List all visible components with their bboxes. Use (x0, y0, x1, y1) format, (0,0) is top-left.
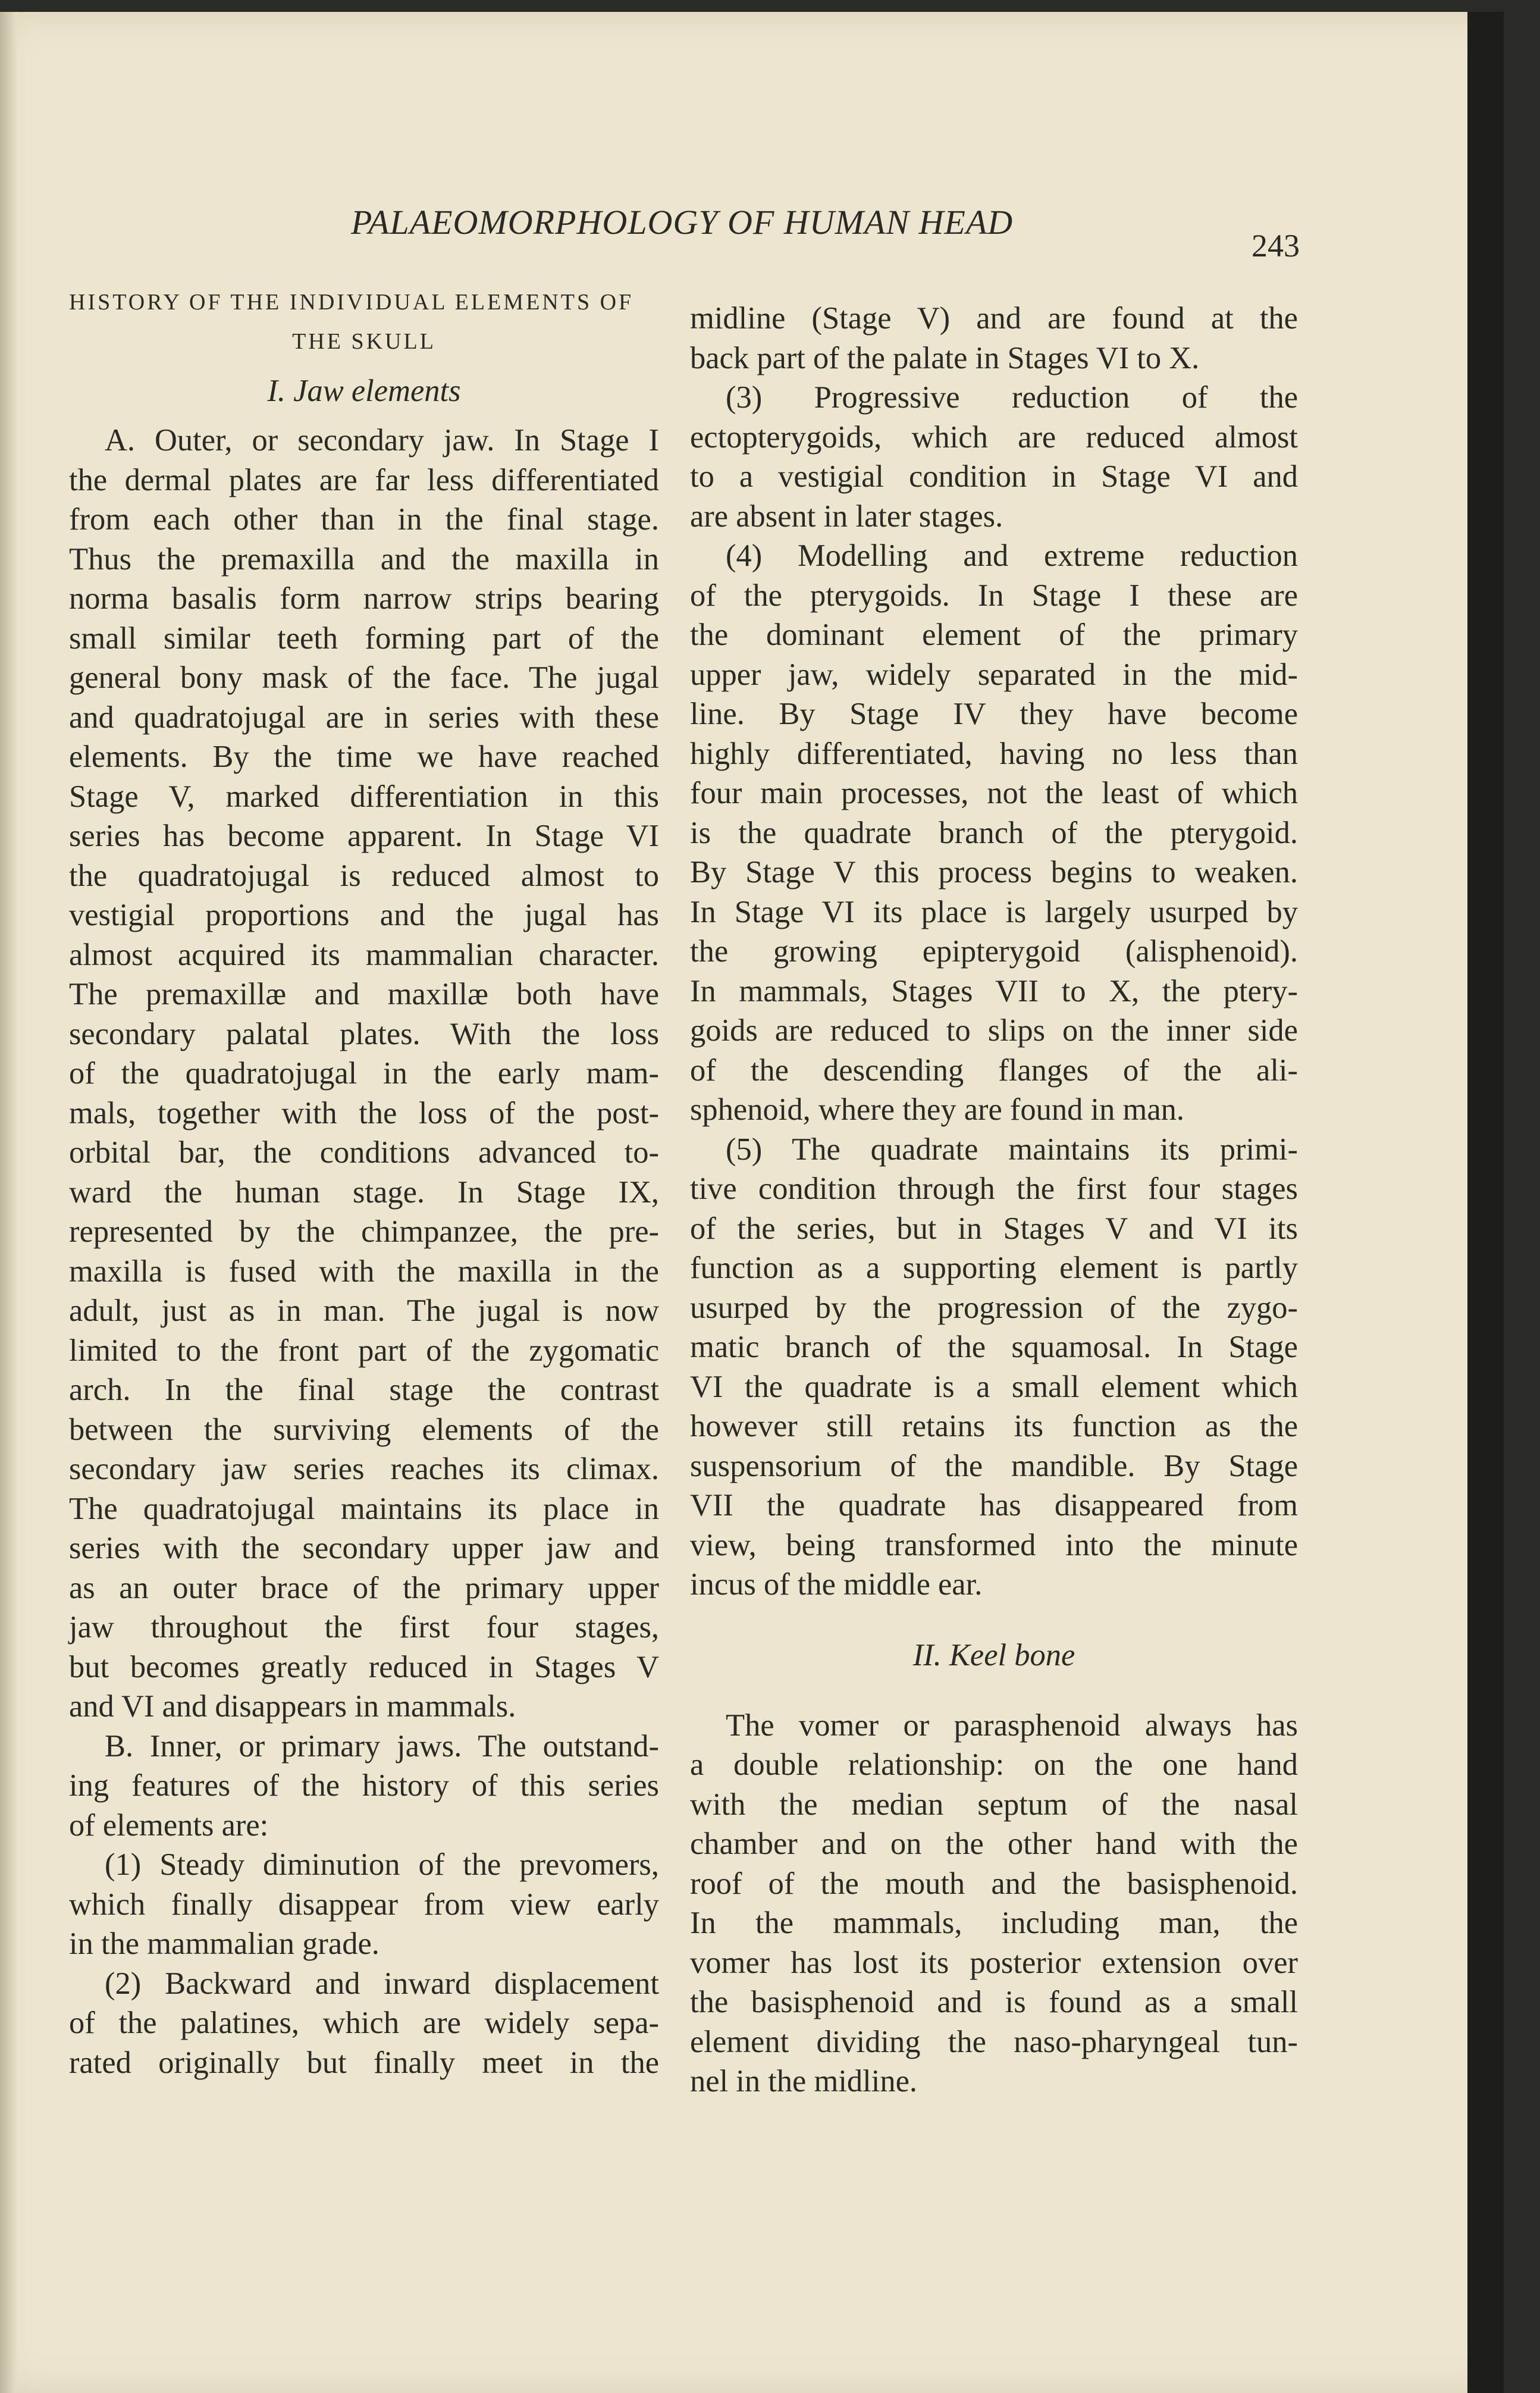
book-page (0, 12, 1504, 2393)
text-line: four main processes, not the least of which (690, 776, 1298, 810)
text-line: vomer has lost its posterior extension over (690, 1945, 1298, 1980)
text-line: of the series, but in Stages V and VI its (690, 1211, 1298, 1246)
text-line: vestigial proportions and the jugal has (69, 898, 659, 932)
text-line: but becomes greatly reduced in Stages V (69, 1649, 659, 1684)
text-line: Thus the premaxilla and the maxilla in (69, 541, 659, 577)
text-line: elements. By the time we have reached (69, 740, 659, 774)
text-line: The premaxillæ and maxillæ both have (69, 977, 659, 1011)
section-heading-line-2: THE SKULL (292, 329, 436, 354)
text-line: of elements are: (69, 1808, 269, 1843)
text-line: function as a supporting element is partly (690, 1251, 1298, 1285)
text-line: a double relationship: on the one hand (690, 1747, 1298, 1782)
text-line: sphenoid, where they are found in man. (690, 1092, 1185, 1127)
text-line: VII the quadrate has disappeared from (690, 1488, 1298, 1523)
text-line: back part of the palate in Stages VI to X. (690, 340, 1200, 375)
text-line: to a vestigial condition in Stage VI and (690, 459, 1298, 494)
text-line: The quadratojugal maintains its place in (69, 1491, 659, 1526)
text-line: the quadratojugal is reduced almost to (69, 858, 659, 893)
text-line: (1) Steady diminution of the prevomers, (105, 1847, 659, 1882)
text-line: which finally disappear from view early (69, 1887, 659, 1922)
text-line: goids are reduced to slips on the inner side (690, 1013, 1298, 1048)
text-line: however still retains its function as the (690, 1409, 1298, 1443)
text-line: of the quadratojugal in the early mam- (69, 1056, 659, 1091)
text-line: B. Inner, or primary jaws. The outstand- (105, 1728, 659, 1764)
text-line: the dermal plates are far less differentiated (69, 462, 659, 497)
text-line: mals, together with the loss of the post- (69, 1095, 659, 1130)
text-line: the basisphenoid and is found as a small (690, 1985, 1298, 2019)
page-number: 243 (1252, 228, 1300, 264)
text-line: arch. In the final stage the contrast (69, 1373, 659, 1407)
text-line: Stage V, marked differentiation in this (69, 779, 659, 814)
scan-dark-edge (1467, 12, 1504, 2393)
text-line: ing features of the history of this series (69, 1768, 659, 1803)
subheading-jaw-elements: I. Jaw elements (267, 374, 461, 408)
text-line: small similar teeth forming part of the (69, 621, 659, 656)
text-line: incus of the middle ear. (690, 1567, 983, 1602)
text-line: (3) Progressive reduction of the (726, 380, 1298, 415)
text-line: of the pterygoids. In Stage I these are (690, 578, 1298, 613)
right-column (690, 299, 1298, 2101)
text-line: maxilla is fused with the maxilla in the (69, 1254, 659, 1289)
text-line: matic branch of the squamosal. In Stage (690, 1330, 1298, 1364)
text-line: from each other than in the final stage. (69, 502, 659, 537)
text-line: almost acquired its mammalian character. (69, 937, 659, 972)
text-line: highly differentiated, having no less than (690, 736, 1298, 771)
text-line: and quadratojugal are in series with these (69, 700, 659, 735)
text-line: upper jaw, widely separated in the mid- (690, 657, 1298, 692)
text-line: secondary jaw series reaches its climax. (69, 1452, 659, 1486)
text-line: In the mammals, including man, the (690, 1906, 1298, 1940)
text-line: and VI and disappears in mammals. (69, 1689, 516, 1724)
text-line: By Stage V this process begins to weaken. (690, 855, 1298, 889)
text-line: limited to the front part of the zygomatic (69, 1333, 659, 1368)
text-line: the growing epipterygoid (alisphenoid). (690, 934, 1298, 969)
text-line: line. By Stage IV they have become (690, 697, 1298, 731)
text-line: chamber and on the other hand with the (690, 1827, 1298, 1861)
text-line: represented by the chimpanzee, the pre- (69, 1214, 659, 1249)
text-line: between the surviving elements of the (69, 1412, 659, 1447)
text-line: is the quadrate branch of the pterygoid. (690, 815, 1298, 850)
text-line: (5) The quadrate maintains its primi- (726, 1132, 1298, 1167)
text-line: usurped by the progression of the zygo- (690, 1290, 1298, 1325)
text-line: with the median septum of the nasal (690, 1787, 1298, 1822)
text-line: suspensorium of the mandible. By Stage (690, 1448, 1298, 1483)
running-title: PALAEOMORPHOLOGY OF HUMAN HEAD (351, 203, 1014, 242)
text-line: adult, just as in man. The jugal is now (69, 1293, 659, 1328)
text-line: the dominant element of the primary (690, 618, 1298, 652)
text-line: secondary palatal plates. With the loss (69, 1016, 659, 1051)
text-line: series has become apparent. In Stage VI (69, 819, 659, 853)
text-line: view, being transformed into the minute (690, 1527, 1298, 1562)
text-line: element dividing the naso-pharyngeal tun- (690, 2024, 1298, 2059)
text-line: norma basalis form narrow strips bearing (69, 581, 659, 616)
text-line: in the mammalian grade. (69, 1927, 379, 1961)
text-line: In mammals, Stages VII to X, the ptery- (690, 973, 1298, 1008)
text-line: In Stage VI its place is largely usurped by (690, 894, 1298, 929)
text-line: roof of the mouth and the basisphenoid. (690, 1866, 1298, 1901)
section-heading-line-1: HISTORY OF THE INDIVIDUAL ELEMENTS OF (69, 290, 634, 315)
text-line: of the palatines, which are widely sepa- (69, 2006, 659, 2040)
text-line: general bony mask of the face. The jugal (69, 660, 659, 695)
right-column-body-top (690, 299, 1298, 1605)
text-line: A. Outer, or secondary jaw. In Stage I (105, 423, 659, 458)
page-gutter (0, 12, 17, 2393)
left-column (69, 283, 659, 2082)
text-line: are absent in later stages. (690, 499, 1003, 534)
left-column-body (69, 421, 659, 2082)
text-line: ward the human stage. In Stage IX, (69, 1174, 659, 1210)
text-line: as an outer brace of the primary upper (69, 1570, 659, 1605)
text-line: tive condition through the first four stages (690, 1172, 1298, 1206)
text-line: nel in the midline. (690, 2064, 918, 2098)
text-line: ectopterygoids, which are reduced almost (690, 419, 1298, 455)
text-line: (2) Backward and inward displacement (105, 1966, 659, 2001)
right-column-body-bottom (690, 1706, 1298, 2101)
text-line: The vomer or parasphenoid always has (726, 1708, 1298, 1743)
text-line: (4) Modelling and extreme reduction (726, 538, 1298, 573)
text-line: VI the quadrate is a small element which (690, 1369, 1298, 1404)
text-line: series with the secondary upper jaw and (69, 1531, 659, 1565)
text-line: of the descending flanges of the ali- (690, 1053, 1298, 1088)
text-line: jaw throughout the first four stages, (69, 1610, 659, 1645)
subheading-keel-bone: II. Keel bone (912, 1637, 1075, 1672)
text-line: midline (Stage V) and are found at the (690, 301, 1298, 336)
text-line: orbital bar, the conditions advanced to- (69, 1135, 659, 1170)
text-line: rated originally but finally meet in the (69, 2045, 659, 2080)
